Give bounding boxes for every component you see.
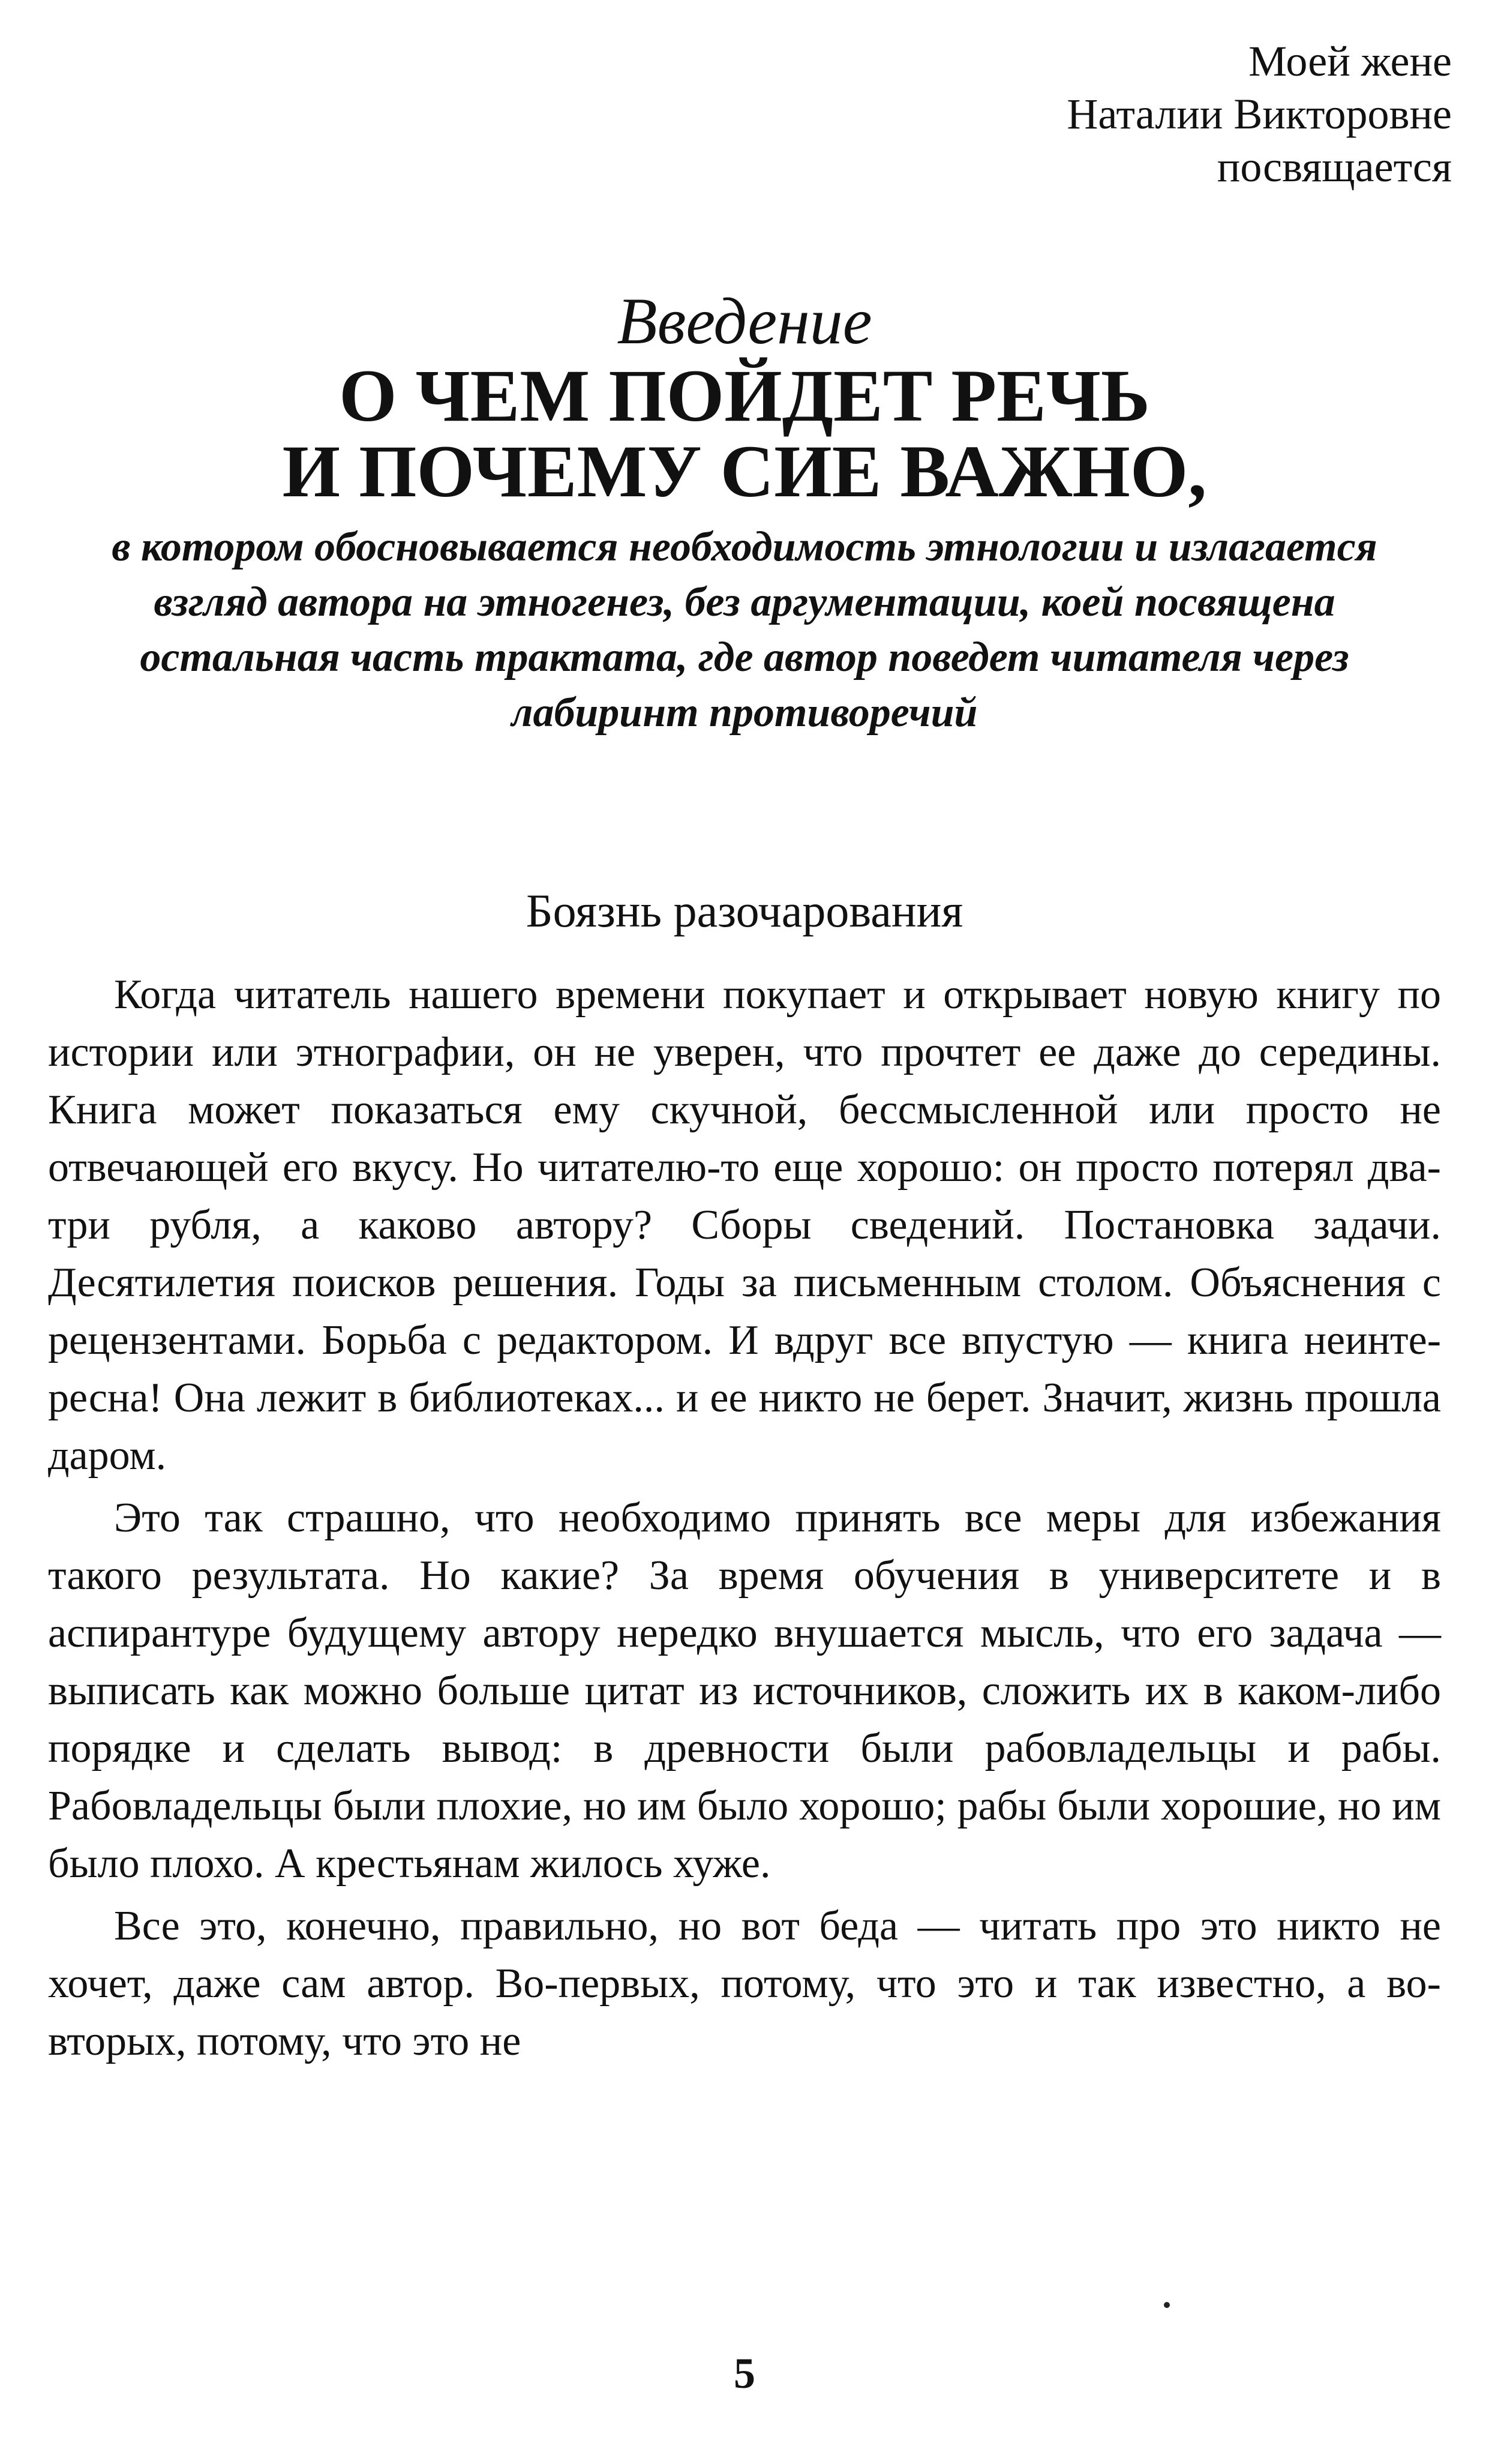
paragraph: Все это, конечно, правильно, но вот беда — читать про это никто не хочет, даже сам автор. Во-первых, потому, что это и так известно, а во-вторых, потому, что это не	[48, 1903, 1441, 2064]
chapter-label: Введение	[617, 284, 872, 358]
chapter-heading	[48, 282, 1441, 741]
page-number: 5	[734, 2349, 755, 2397]
paragraph: Это так страшно, что необходимо принять все меры для избежания такого результата. Но какие? За время обучения в университете и в аспирантуре будущему автору нередко внушается мысль, что его задача — выписать как можно больше цитат из источников, сложить их в каком-либо порядке и сделать вывод: в древности были рабовладельцы и рабы. Рабовладельцы были плохие, но им было хорошо; рабы были хорошие, но им было плохо. А крестьянам жилось хуже.	[48, 1495, 1441, 1887]
print-speck	[1164, 2302, 1170, 2308]
dedication	[732, 35, 1452, 193]
chapter-title-line: И ПОЧЕМУ СИЕ ВАЖНО,	[282, 430, 1207, 512]
chapter-title-line: О ЧЕМ ПОЙДЕТ РЕЧЬ	[339, 355, 1150, 437]
section-title: Боязнь разочарования	[526, 885, 963, 937]
dedication-line: посвящается	[1217, 143, 1452, 191]
dedication-line: Наталии Викторовне	[1067, 90, 1452, 138]
dedication-line: Моей жене	[1248, 37, 1452, 85]
body-text	[48, 966, 1441, 2075]
paragraph: Когда читатель нашего времени покупает и открывает новую книгу по истории или этнографии, он не уверен, что прочтет ее даже до середины. Книга может показаться ему скучной, бессмысленной или просто не отвечающей его вкусу. Но читателю-то еще хорошо: он просто потерял два-три рубля, а каково автору? Сборы сведений. Постановка задачи. Десятилетия поисков решения. Годы за письменным столом. Объяснения с рецензентами. Борьба с редактором. И вдруг все впустую — книга неинтересна! Она лежит в библиотеках... и ее никто не берет. Значит, жизнь прошла даром.	[48, 972, 1441, 1479]
chapter-subtitle: в котором обосновывается необходимость этнологии и излагается взгляд автора на этногенез, без аргументации, коей посвящена остальная часть трактата, где автор поведет читателя через лабиринт противоречий	[112, 524, 1377, 736]
